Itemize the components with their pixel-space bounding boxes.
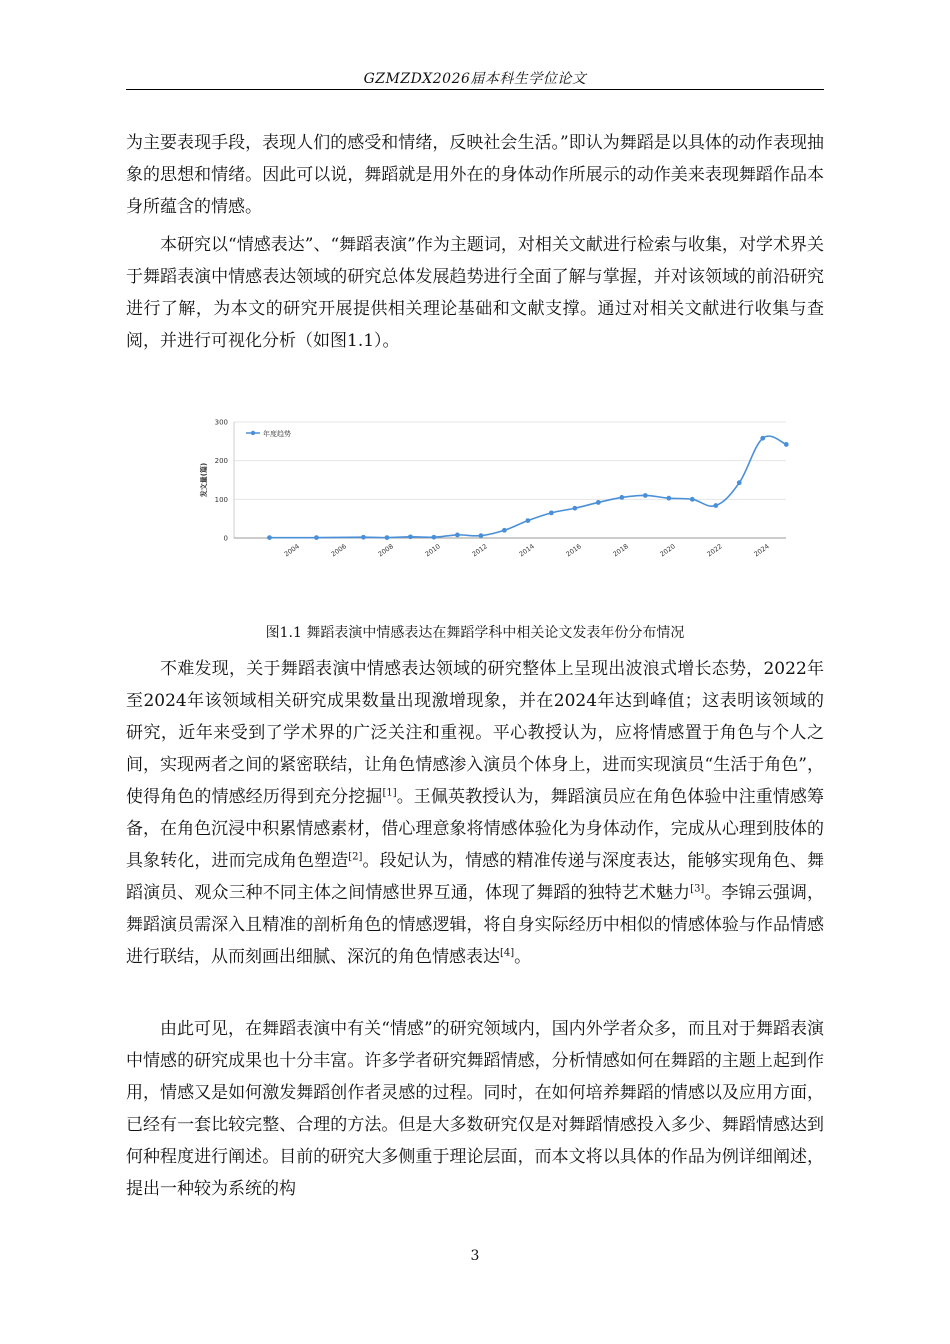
citation-ref: [2] — [348, 851, 363, 863]
x-tick-label: 2024 — [752, 542, 771, 559]
chart-grid — [234, 422, 786, 538]
x-tick-label: 2022 — [705, 542, 724, 559]
data-point — [432, 535, 437, 540]
data-point — [455, 533, 460, 538]
x-tick-label: 2012 — [470, 542, 489, 559]
x-tick-label: 2020 — [658, 542, 677, 559]
y-tick-label: 100 — [214, 495, 228, 504]
data-point — [385, 535, 390, 540]
paragraph: 本研究以“情感表达”、“舞蹈表演”作为主题词，对相关文献进行检索与收集，对学术界关于舞蹈表演中情感表达领域的研究总体发展趋势进行全面了解与掌握，并对该领域的前沿研究进行了解，为本文的研究开展提供相关理论基础和文献支撑。通过对相关文献进行收集与查阅，并进行可视化分析（如图1.1）。 — [126, 235, 824, 351]
data-point — [408, 534, 413, 539]
data-point — [619, 495, 624, 500]
x-tick-label: 2006 — [329, 542, 348, 559]
x-tick-label: 2018 — [611, 542, 630, 559]
figure-caption: 图1.1 舞蹈表演中情感表达在舞蹈学科中相关论文发表年份分布情况 — [265, 625, 685, 641]
data-point — [760, 436, 765, 441]
data-point — [643, 493, 648, 498]
data-point — [784, 442, 789, 447]
data-point — [502, 528, 507, 533]
y-tick-label: 300 — [214, 418, 228, 427]
citation-ref: [4] — [500, 947, 515, 959]
y-tick-label: 0 — [223, 534, 228, 543]
citation-ref: [3] — [690, 883, 705, 895]
paragraph-text: 。段妃认为，情感的精准传递与深度表达，能够实现角色、舞蹈演员、观众三种不同主体之间情感世界互通，体现了舞蹈的独特艺术魅力 — [126, 851, 825, 903]
paragraph: 由此可见，在舞蹈表演中有关“情感”的研究领域内，国内外学者众多，而且对于舞蹈表演中情感的研究成果也十分丰富。许多学者研究舞蹈情感，分析情感如何在舞蹈的主题上起到作用，情感又是如何激发舞蹈创作者灵感的过程。同时，在如何培养舞蹈的情感以及应用方面，已经有一套比较完整、合理的方法。但是大多数研究仅是对舞蹈情感投入多少、舞蹈情感达到何种程度进行阐述。目前的研究大多侧重于理论层面，而本文将以具体的作品为例详细阐述，提出一种较为系统的构 — [126, 1019, 824, 1199]
data-point — [713, 503, 718, 508]
data-point — [525, 518, 530, 523]
paragraph — [126, 653, 824, 973]
paragraph: 为主要表现手段，表现人们的感受和情绪，反映社会生活。”即认为舞蹈是以具体的动作表现抽象的思想和情绪。因此可以说，舞蹈就是用外在的身体动作所展示的动作美来表现舞蹈作品本身所蕴含的情感。 — [126, 133, 824, 217]
data-point — [361, 535, 366, 540]
data-point — [572, 506, 577, 511]
data-point — [478, 533, 483, 538]
running-header: GZMZDX2026届本科生学位论文 — [363, 71, 587, 87]
data-point — [666, 496, 671, 501]
x-tick-label: 2008 — [376, 542, 395, 559]
data-point — [737, 480, 742, 485]
paragraph-text: 。李锦云强调，舞蹈演员需深入且精准的剖析角色的情感逻辑，将自身实际经历中相似的情感体验与作品情感进行联结，从而刻画出细腻、深沉的角色情感表达 — [126, 883, 825, 967]
publication-trend-chart — [190, 408, 800, 598]
x-tick-label: 2004 — [282, 542, 301, 559]
legend-label: 年度趋势 — [263, 430, 291, 438]
paragraph-text: 不难发现，关于舞蹈表演中情感表达领域的研究整体上呈现出波浪式增长态势，2022年至2024年该领域相关研究成果数量出现激增现象，并在2024年达到峰值；这表明该领域的研究，近年来受到了学术界的广泛关注和重视。平心教授认为，应将情感置于角色与个人之间，实现两者之间的紧密联结，让角色情感渗入演员个体身上，进而实现演员“生活于角色”，使得角色的情感经历得到充分挖掘 — [126, 659, 824, 807]
x-tick-label: 2014 — [517, 542, 536, 559]
citation-ref: [1] — [382, 787, 397, 799]
paragraph-text: 。 — [514, 947, 532, 967]
page-number: 3 — [470, 1248, 480, 1264]
paragraph-text: 。王佩英教授认为，舞蹈演员应在角色体验中注重情感筹备，在角色沉浸中积累情感素材，借心理意象将情感体验化为身体动作，完成从心理到肢体的具象转化，进而完成角色塑造 — [126, 787, 825, 871]
data-point — [690, 497, 695, 502]
data-point — [314, 535, 319, 540]
data-point — [267, 535, 272, 540]
y-tick-labels — [215, 419, 228, 543]
data-point — [549, 510, 554, 515]
x-tick-label: 2016 — [564, 542, 583, 559]
chart-legend — [246, 429, 291, 438]
y-axis-label: 发文量(篇) — [200, 462, 208, 498]
y-tick-label: 200 — [214, 457, 228, 466]
series-points — [267, 436, 789, 540]
x-tick-labels — [283, 542, 771, 558]
data-point — [596, 500, 601, 505]
x-tick-label: 2010 — [423, 542, 442, 559]
legend-point-marker — [251, 431, 255, 435]
header-rule — [126, 89, 824, 90]
